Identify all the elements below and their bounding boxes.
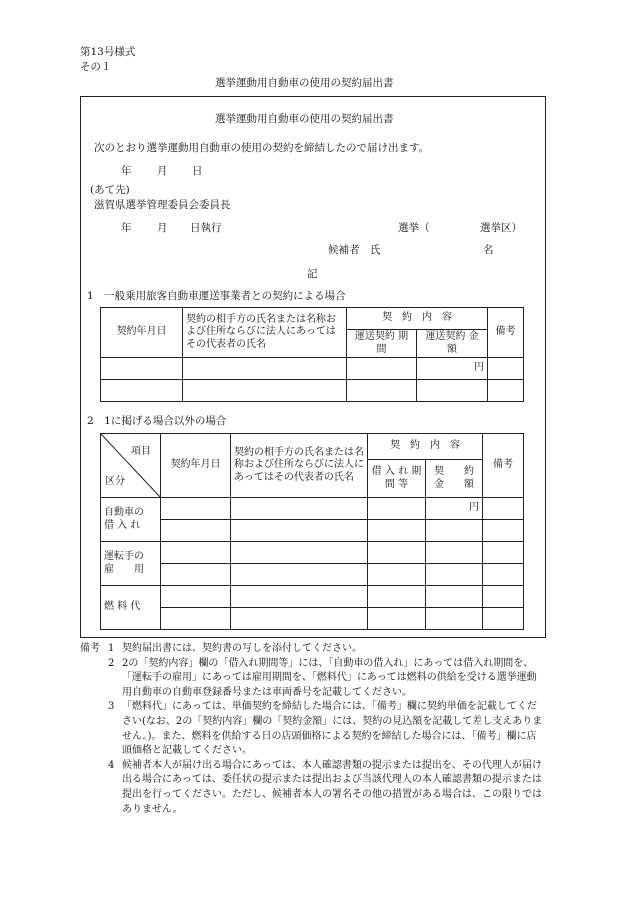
s2-col-contract: 契 約 内 容 [368,434,483,460]
note-number: 4 [108,759,115,771]
s1-cell [183,358,347,380]
section1-table [100,307,524,402]
s1-col-party: 契約の相手方の氏名または名称および住所ならびに法人にあってはその代表者の氏名 [183,308,347,358]
s2-col-remarks: 備考 [483,434,524,498]
election-label: 選挙（ [398,222,430,234]
s2-cell [231,586,368,608]
s2-col-period: 借 入 れ 期 間 等 [368,460,426,498]
notes-section [80,642,546,817]
s2-row-car: 自動車の 借 入 れ [101,498,161,542]
addressee-label: (あて先) [90,184,130,196]
s2-cell [231,608,368,630]
s1-col-amount: 運送契約 金 額 [417,330,488,358]
s2-cell [483,564,524,586]
date-day: 日 [192,165,203,177]
note-number: 2 [108,657,115,669]
outer-title: 選挙運動用自動車の使用の契約届出書 [215,77,394,89]
s2-cell [368,542,426,564]
s2-corner-diagonal [101,434,161,498]
note-item [80,642,546,657]
s1-cell [417,380,488,402]
s2-cell [483,542,524,564]
s2-cell [161,520,231,542]
s2-yen: 円 [426,498,483,520]
s1-col-contract: 契 約 内 容 [347,308,488,330]
note-item [80,759,546,817]
s2-corner-cell [101,434,161,498]
s1-cell [347,380,417,402]
s2-cell [231,564,368,586]
s2-col-date: 契約年月日 [161,434,231,498]
s2-cell [161,586,231,608]
s2-cell [426,608,483,630]
s1-col-remarks: 備考 [488,308,524,358]
note-item [80,657,546,701]
election-day: 日執行 [190,222,222,234]
note-text: 候補者本人が届け出る場合にあっては、本人確認書類の提示または提出を、その代理人が届け出る場合にあっては、委任状の提示または提出および当該代理人の本人確認書類の提示または提出を行ってください。ただし、候補者本人の署名その他の措置がある場合は、この限りではありません。 [122,759,542,815]
s2-row-fuel: 燃 料 代 [101,586,161,630]
s2-cell [368,498,426,520]
s2-cell [368,586,426,608]
s1-cell [488,380,524,402]
s2-cell [426,564,483,586]
s2-col-amount: 契 約 金 額 [426,460,483,498]
s2-cell [426,542,483,564]
note-text: 契約届出書には、契約書の写しを添付してください。 [122,643,362,654]
s2-cell [426,586,483,608]
ki-label: 記 [307,268,318,280]
s1-cell [347,358,417,380]
date-year: 年 [121,165,132,177]
s1-col-date: 契約年月日 [101,308,183,358]
s2-cell [231,498,368,520]
s2-cell [483,586,524,608]
s2-row-driver: 運転手の 雇 用 [101,542,161,586]
district-label: 選挙区） [480,222,522,234]
s2-cell [368,608,426,630]
form-part: その１ [80,61,112,73]
section2-heading: 2 1に掲げる場合以外の場合 [87,415,227,427]
s2-cell [483,498,524,520]
note-number: 3 [108,701,115,713]
note-text: 2の「契約内容」欄の「借入れ期間等」には、「自動車の借入れ」にあっては借入れ期間を、「運転手の雇用」にあっては雇用期間を、「燃料代」にあっては燃料の供給を受ける選挙運動用自動車の自動車登録番号または車両番号を記載してください。 [122,657,537,698]
s2-col-party: 契約の相手方の氏名または名称および住所ならびに法人にあってはその代表者の氏名 [231,434,368,498]
date-month: 月 [157,165,168,177]
s2-cell [368,564,426,586]
s2-cell [161,564,231,586]
s2-cell [231,520,368,542]
election-month: 月 [157,222,168,234]
s2-cell [161,542,231,564]
form-number: 第13号様式 [80,46,136,58]
section2-table [100,433,524,630]
s2-cell [483,520,524,542]
addressee: 滋賀県選挙管理委員会委員長 [94,199,231,211]
s1-cell [101,380,183,402]
notes-label: 備考 [80,643,100,654]
note-text: 「燃料代」にあっては、単価契約を締結した場合には、「備考」欄に契約単価を記載してください(なお、2の「契約内容」欄の「契約金額」には、契約の見込額を記載して差し支えありません。)。また、燃料を供給する日の店頭価格による契約を締結した場合には、「備考」欄に店頭価格と記載してください。 [122,701,543,757]
s2-cell [231,542,368,564]
form-title: 選挙運動用自動車の使用の契約届出書 [215,113,394,125]
intro-text: 次のとおり選挙運動用自動車の使用の契約を締結したので届け出ます。 [94,142,430,154]
candidate-label: 候補者 氏 [328,244,381,256]
s1-col-period: 運送契約 期 間 [347,330,417,358]
s1-cell [101,358,183,380]
candidate-name-suffix: 名 [483,244,494,256]
s2-cell [368,520,426,542]
s2-corner-class: 区分 [105,476,125,487]
election-year: 年 [121,222,132,234]
note-item [80,700,546,758]
s2-cell [161,498,231,520]
s2-cell [161,608,231,630]
s2-cell [483,608,524,630]
s1-cell [183,380,347,402]
s1-cell [488,358,524,380]
section1-heading: 1 一般乗用旅客自動車運送事業者との契約による場合 [87,290,346,302]
s1-yen: 円 [417,358,488,380]
note-number: 1 [108,643,115,654]
s2-cell [426,520,483,542]
s2-corner-item: 項目 [131,446,151,457]
